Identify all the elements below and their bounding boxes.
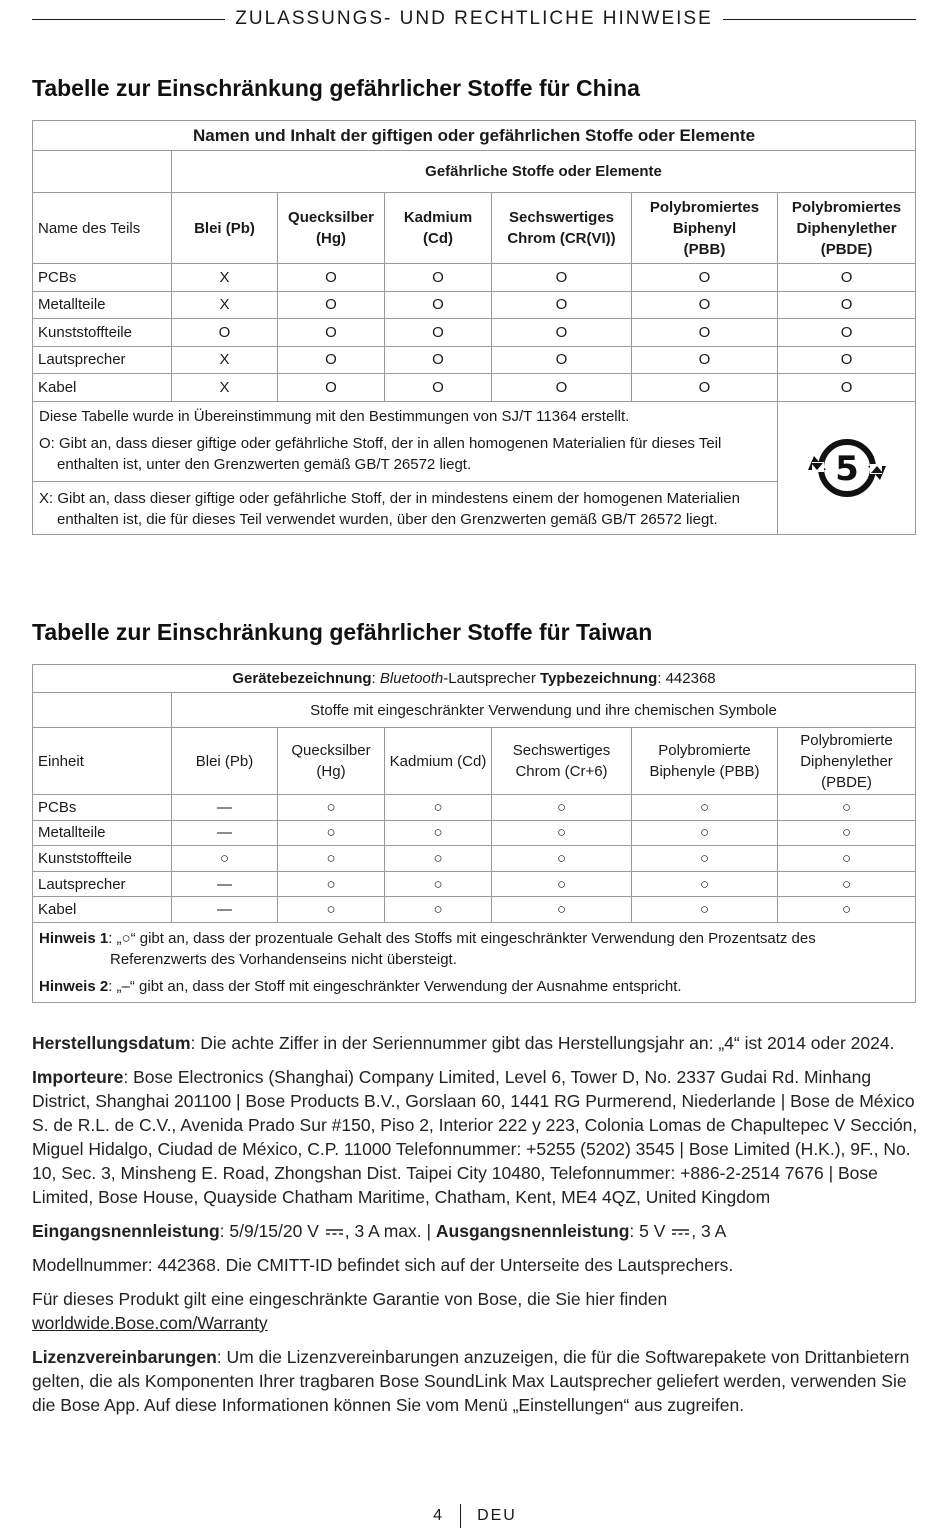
taiwan-column-header — [278, 728, 385, 795]
china-note-3: X: Gibt an, dass dieser giftige oder gefährliche Stoff, der in mindestens einem der homogenen Materialien enthalten ist, die für dieses Teil verwendet wurden, über den Grenzwerten gemäß GB/T 26572 liegt. — [39, 489, 740, 528]
warranty — [32, 1287, 918, 1335]
taiwan-note-2 — [39, 976, 909, 997]
taiwan-value-cell: ○ — [492, 820, 632, 846]
china-value-cell: O — [278, 319, 385, 347]
license-agreements — [32, 1345, 918, 1417]
taiwan-column-header-line: (Hg) — [316, 763, 346, 780]
china-heading: Tabelle zur Einschränkung gefährlicher Stoffe für China — [32, 75, 640, 101]
warranty-text: Für dieses Produkt gilt eine eingeschränkte Garantie von Bose, die Sie hier finden — [32, 1289, 668, 1309]
china-value-cell: O — [385, 346, 492, 374]
output-text-b: , 3 A — [691, 1221, 727, 1241]
taiwan-value-cell: ○ — [385, 820, 492, 846]
taiwan-label-type: Typbezeichnung — [540, 670, 658, 687]
manufacture-label: Herstellungsdatum — [32, 1033, 191, 1053]
china-column-header-line: (PBDE) — [820, 240, 873, 258]
taiwan-notes — [33, 922, 916, 1002]
china-column-header-line: (Cd) — [423, 230, 453, 247]
taiwan-value-cell: ○ — [632, 820, 778, 846]
china-value-cell: O — [632, 291, 778, 319]
taiwan-value-cell: ○ — [385, 795, 492, 821]
taiwan-value-cell: ○ — [278, 897, 385, 923]
page-footer — [0, 1503, 950, 1529]
taiwan-value-cell: ○ — [492, 897, 632, 923]
taiwan-value-cell: ○ — [778, 820, 916, 846]
page-number: 4 — [433, 1507, 445, 1524]
taiwan-value-cell: — — [172, 795, 278, 821]
input-text-b: , 3 A max. | — [344, 1221, 436, 1241]
china-value-cell: X — [172, 264, 278, 292]
taiwan-value-type: 442368 — [665, 670, 716, 687]
taiwan-unit-header: Einheit — [33, 728, 172, 795]
china-note-1: Diese Tabelle wurde in Übereinstimmung mit den Bestimmungen von SJ/T 11364 erstellt. — [39, 407, 630, 425]
taiwan-column-header-line: Sechswertiges — [512, 742, 611, 759]
china-part-name: Lautsprecher — [33, 346, 172, 374]
header-rule-left — [32, 19, 225, 20]
taiwan-value-cell: ○ — [385, 846, 492, 872]
china-value-cell: O — [492, 264, 632, 292]
taiwan-part-name: Metallteile — [33, 820, 172, 846]
taiwan-note-1-label: Hinweis 1 — [39, 929, 109, 947]
china-value-cell: O — [632, 319, 778, 347]
china-value-cell: O — [492, 346, 632, 374]
taiwan-column-header-line: Polybromierte — [800, 731, 893, 749]
taiwan-column-header-line: Chrom (Cr+6) — [515, 763, 608, 780]
language-code: DEU — [477, 1507, 517, 1524]
china-note-2: O: Gibt an, dass dieser giftige oder gefährliche Stoff, der in allen homogenen Materialien für dieses Teil enthalten ist, unter den Grenzwerten gemäß GB/T 26572 liegt. — [39, 434, 722, 473]
table-row — [33, 264, 916, 292]
table-row — [33, 374, 916, 402]
table-row — [33, 897, 916, 923]
taiwan-rohs-table — [32, 664, 916, 1003]
china-value-cell: X — [172, 346, 278, 374]
taiwan-value-cell: ○ — [778, 871, 916, 897]
license-text: : Um die Lizenzvereinbarungen anzuzeigen, die für die Softwarepakete von Drittanbietern gelten, die als Komponenten Ihrer tragbaren Bose SoundLink Max Lautsprecher geliefert werden, verwenden Sie die Bose App. Auf diese Informationen können Sie vom Menü „Einstellungen“ aus zugreifen. — [32, 1347, 910, 1415]
china-column-header-line: Sechswertiges — [508, 209, 615, 226]
china-value-cell: O — [278, 264, 385, 292]
taiwan-column-header-line: Quecksilber — [291, 742, 371, 759]
header-title: ZULASSUNGS- UND RECHTLICHE HINWEISE — [235, 8, 713, 29]
china-rohs-table — [32, 120, 916, 535]
importers-label: Importeure — [32, 1067, 124, 1087]
china-column-header — [278, 193, 385, 264]
taiwan-value-cell: ○ — [385, 871, 492, 897]
china-column-header-line: Kadmium — [403, 209, 473, 226]
taiwan-value-cell: — — [172, 871, 278, 897]
china-value-cell: O — [278, 346, 385, 374]
taiwan-table-title: Gerätebezeichnung: Bluetooth-Lautsprecher Typbezeichnung: 442368 — [33, 665, 916, 693]
output-label: Ausgangsnennleistung — [435, 1221, 630, 1241]
china-column-header-line: Polybromiertes — [791, 198, 902, 216]
dc-current-icon — [326, 1228, 343, 1236]
taiwan-value-device: -Lautsprecher — [443, 670, 536, 687]
efup-digit: 5 — [834, 448, 859, 489]
taiwan-part-name: Kunststoffteile — [33, 846, 172, 872]
taiwan-value-cell: ○ — [632, 871, 778, 897]
china-value-cell: O — [385, 264, 492, 292]
license-label: Lizenzvereinbarungen — [32, 1347, 217, 1367]
taiwan-value-cell: ○ — [492, 846, 632, 872]
taiwan-value-cell: ○ — [278, 795, 385, 821]
manufacture-text: : Die achte Ziffer in der Seriennummer gibt das Herstellungsjahr an: „4“ ist 2014 oder 2024. — [190, 1033, 895, 1053]
output-text-a: : 5 V — [629, 1221, 666, 1241]
info-section — [32, 1031, 918, 1427]
page-header — [32, 6, 916, 32]
china-part-name: Metallteile — [33, 291, 172, 319]
taiwan-column-header — [778, 728, 916, 795]
importers — [32, 1065, 918, 1209]
importers-text: : Bose Electronics (Shanghai) Company Limited, Level 6, Tower D, No. 2337 Gudai Rd. Minhang District, Shanghai 201100 | Bose Products B.V., Gorslaan 60, 1441 RG Purmerend, Niederlande | Bose de México S. de R.L. de C.V., Avenida Prado Sur #150, Piso 2, Interior 222 y 223, Colonia Lomas de Chapultepec V Sección, Miguel Hidalgo, Ciudad de México, C.P. 11000 Telefonnummer: +5255 (5202) 3545 | Bose Limited (H.K.), 9F., No. 10, Sec. 3, Minsheng E. Road, Zhongshan Dist. Taipei City 10480, Telefonnummer: +886-2-2514 7676 | Bose Limited, Bose House, Quayside Chatham Maritime, Chatham, Kent, ME4 4QZ, United Kingdom — [32, 1067, 918, 1207]
table-row — [33, 319, 916, 347]
china-column-header — [632, 193, 778, 264]
table-row — [33, 846, 916, 872]
taiwan-value-cell: ○ — [632, 846, 778, 872]
china-value-cell: O — [278, 374, 385, 402]
table-row — [33, 820, 916, 846]
china-value-cell: O — [632, 264, 778, 292]
taiwan-value-device-italic: Bluetooth — [379, 670, 444, 687]
china-value-cell: O — [385, 291, 492, 319]
taiwan-value-cell: — — [172, 897, 278, 923]
china-group-header: Gefährliche Stoffe oder Elemente — [172, 151, 916, 193]
taiwan-part-name: PCBs — [33, 795, 172, 821]
header-rule-right — [723, 19, 916, 20]
taiwan-column-header-line: Biphenyle (PBB) — [649, 763, 760, 780]
china-column-header-line: Biphenyl — [672, 219, 737, 237]
taiwan-column-header-line: Blei (Pb) — [195, 752, 254, 770]
china-value-cell: O — [632, 346, 778, 374]
table-row — [33, 346, 916, 374]
power-ratings — [32, 1219, 918, 1243]
taiwan-value-cell: ○ — [172, 846, 278, 872]
input-label: Eingangsnennleistung — [32, 1221, 220, 1241]
taiwan-note-1 — [39, 928, 909, 970]
model-number: Modellnummer: 442368. Die CMITT-ID befindet sich auf der Unterseite des Lautsprechers. — [32, 1255, 734, 1275]
china-column-header — [385, 193, 492, 264]
warranty-link[interactable]: worldwide.Bose.com/Warranty — [32, 1313, 268, 1333]
china-empty-cell — [33, 151, 172, 193]
china-value-cell: O — [778, 264, 916, 292]
taiwan-note-2-label: Hinweis 2 — [39, 977, 109, 995]
footer-divider — [460, 1504, 461, 1528]
china-value-cell: O — [778, 291, 916, 319]
china-value-cell: O — [492, 319, 632, 347]
taiwan-note-1-text: : „○“ gibt an, dass der prozentuale Gehalt des Stoffs mit eingeschränkter Verwendung den Prozentsatz des Referenzwerts des Vorhandenseins nicht übersteigt. — [108, 929, 816, 968]
china-value-cell: O — [385, 319, 492, 347]
china-table-title: Namen und Inhalt der giftigen oder gefährlichen Stoffe oder Elemente — [33, 121, 916, 151]
efup-5-icon — [806, 430, 888, 506]
taiwan-value-cell: ○ — [778, 795, 916, 821]
china-column-header-line: Chrom (CR(VI)) — [507, 230, 616, 247]
taiwan-value-cell: ○ — [778, 846, 916, 872]
taiwan-value-cell: ○ — [385, 897, 492, 923]
china-value-cell: O — [278, 291, 385, 319]
taiwan-heading: Tabelle zur Einschränkung gefährlicher Stoffe für Taiwan — [32, 619, 653, 645]
china-value-cell: O — [385, 374, 492, 402]
china-column-header — [172, 193, 278, 264]
taiwan-value-cell: ○ — [632, 897, 778, 923]
china-column-header — [492, 193, 632, 264]
china-column-header — [778, 193, 916, 264]
china-column-header-line: Blei (Pb) — [194, 219, 255, 237]
china-column-header-line: (Hg) — [316, 230, 346, 247]
taiwan-label-device: Gerätebezeichnung — [232, 670, 372, 687]
china-value-cell: O — [778, 374, 916, 402]
china-value-cell: X — [172, 374, 278, 402]
taiwan-value-cell: ○ — [492, 871, 632, 897]
taiwan-part-name: Kabel — [33, 897, 172, 923]
taiwan-column-header-line: Diphenylether — [800, 752, 893, 770]
taiwan-value-cell: ○ — [632, 795, 778, 821]
table-row — [33, 291, 916, 319]
taiwan-column-header-line: (PBDE) — [821, 773, 872, 791]
china-value-cell: O — [492, 291, 632, 319]
china-value-cell: O — [778, 319, 916, 347]
china-column-header-line: (PBB) — [683, 240, 726, 258]
china-part-name: PCBs — [33, 264, 172, 292]
china-column-header-line: Polybromiertes — [649, 198, 760, 216]
china-column-header-line: Quecksilber — [288, 209, 374, 226]
taiwan-value-cell: ○ — [778, 897, 916, 923]
taiwan-value-cell: — — [172, 820, 278, 846]
taiwan-part-name: Lautsprecher — [33, 871, 172, 897]
taiwan-value-cell: ○ — [492, 795, 632, 821]
input-text-a: : 5/9/15/20 V — [219, 1221, 319, 1241]
china-notes — [33, 401, 778, 534]
taiwan-note-2-text: : „–“ gibt an, dass der Stoff mit eingeschränkter Verwendung der Ausnahme entspricht. — [108, 977, 682, 995]
manufacture-date — [32, 1031, 918, 1055]
china-part-header: Name des Teils — [33, 193, 172, 264]
china-icon-cell — [778, 401, 916, 534]
taiwan-group-header: Stoffe mit eingeschränkter Verwendung und ihre chemischen Symbole — [172, 693, 916, 728]
taiwan-column-header — [172, 728, 278, 795]
china-value-cell: O — [172, 319, 278, 347]
china-column-header-line: Diphenylether — [796, 219, 897, 237]
taiwan-column-header — [492, 728, 632, 795]
taiwan-value-cell: ○ — [278, 871, 385, 897]
china-value-cell: O — [778, 346, 916, 374]
taiwan-column-header-line: Kadmium (Cd) — [389, 752, 487, 770]
taiwan-value-cell: ○ — [278, 820, 385, 846]
china-part-name: Kabel — [33, 374, 172, 402]
taiwan-column-header-line: Polybromierte — [658, 742, 751, 759]
china-part-name: Kunststoffteile — [33, 319, 172, 347]
taiwan-column-header — [385, 728, 492, 795]
taiwan-empty-cell — [33, 693, 172, 728]
china-value-cell: X — [172, 291, 278, 319]
taiwan-column-header — [632, 728, 778, 795]
china-value-cell: O — [492, 374, 632, 402]
table-row — [33, 871, 916, 897]
dc-current-icon — [672, 1228, 689, 1236]
table-row — [33, 795, 916, 821]
taiwan-value-cell: ○ — [278, 846, 385, 872]
china-value-cell: O — [632, 374, 778, 402]
